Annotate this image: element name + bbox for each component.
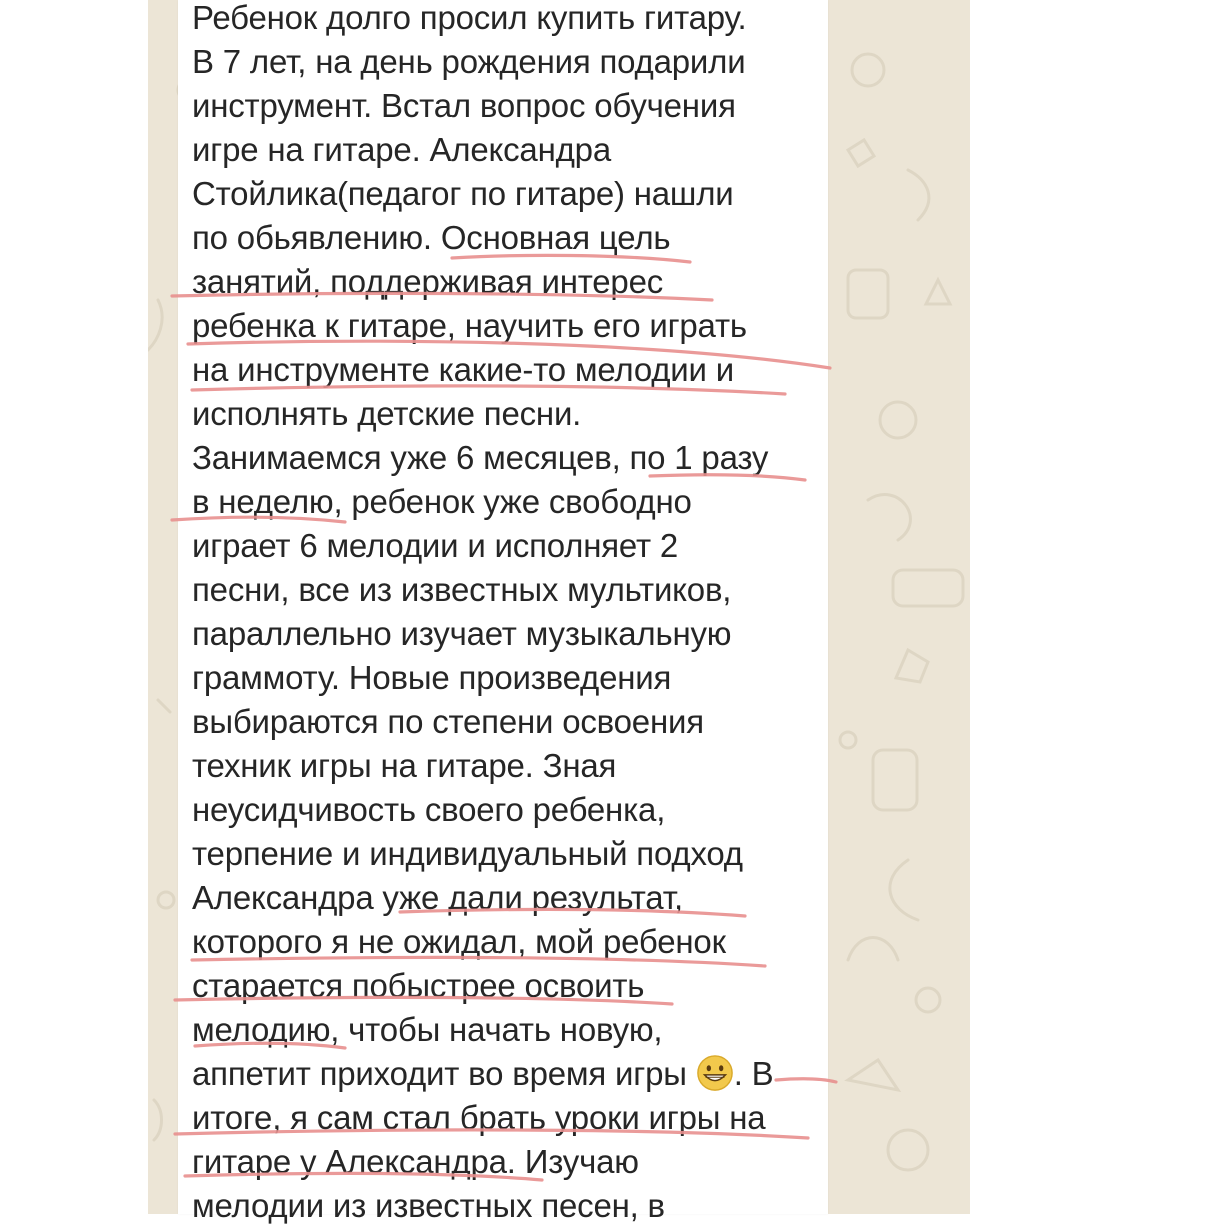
message-line: занятий, поддерживая интерес — [192, 263, 664, 300]
message-line: играет 6 мелодии и исполняет 2 — [192, 527, 679, 564]
message-line-with-emoji — [192, 1052, 773, 1096]
message-line: песни, все из известных мультиков, — [192, 571, 732, 608]
message-line: итоге, я сам стал брать уроки игры на — [192, 1099, 766, 1136]
message-line: Стойлика(педагог по гитаре) нашли — [192, 175, 734, 212]
message-line: неусидчивость своего ребенка, — [192, 791, 666, 828]
message-line: в неделю, ребенок уже свободно — [192, 483, 692, 520]
message-line: граммоту. Новые произведения — [192, 659, 672, 696]
message-line: гитаре у Александра. Изучаю — [192, 1143, 639, 1180]
message-line-text: аппетит приходит во время игры — [192, 1055, 687, 1092]
message-line: исполнять детские песни. — [192, 395, 582, 432]
message-line: по обьявлению. Основная цель — [192, 219, 671, 256]
message-line: инструмент. Встал вопрос обучения — [192, 87, 736, 124]
message-line: Александра уже дали результат, — [192, 879, 683, 916]
message-line: игре на гитаре. Александра — [192, 131, 611, 168]
message-line: выбираются по степени освоения — [192, 703, 704, 740]
message-line-suffix: . В — [733, 1055, 774, 1092]
message-line: Занимаемся уже 6 месяцев, по 1 разу — [192, 439, 769, 476]
message-line: мелодии из известных песен, в — [192, 1187, 665, 1224]
message-line: ребенка к гитаре, научить его играть — [192, 307, 747, 344]
message-line: В 7 лет, на день рождения подарили — [192, 43, 746, 80]
grinning-face-icon — [696, 1054, 734, 1092]
message-line: параллельно изучает музыкальную — [192, 615, 732, 652]
message-line: на инструменте какие-то мелодии и — [192, 351, 734, 388]
message-line: старается побыстрее освоить — [192, 967, 645, 1004]
message-line: Ребенок долго просил купить гитару. — [192, 0, 747, 36]
message-line: мелодию, чтобы начать новую, — [192, 1011, 663, 1048]
message-line: которого я не ожидал, мой ребенок — [192, 923, 726, 960]
message-line: терпение и индивидуальный подход — [192, 835, 743, 872]
message-line: техник игры на гитаре. Зная — [192, 747, 617, 784]
